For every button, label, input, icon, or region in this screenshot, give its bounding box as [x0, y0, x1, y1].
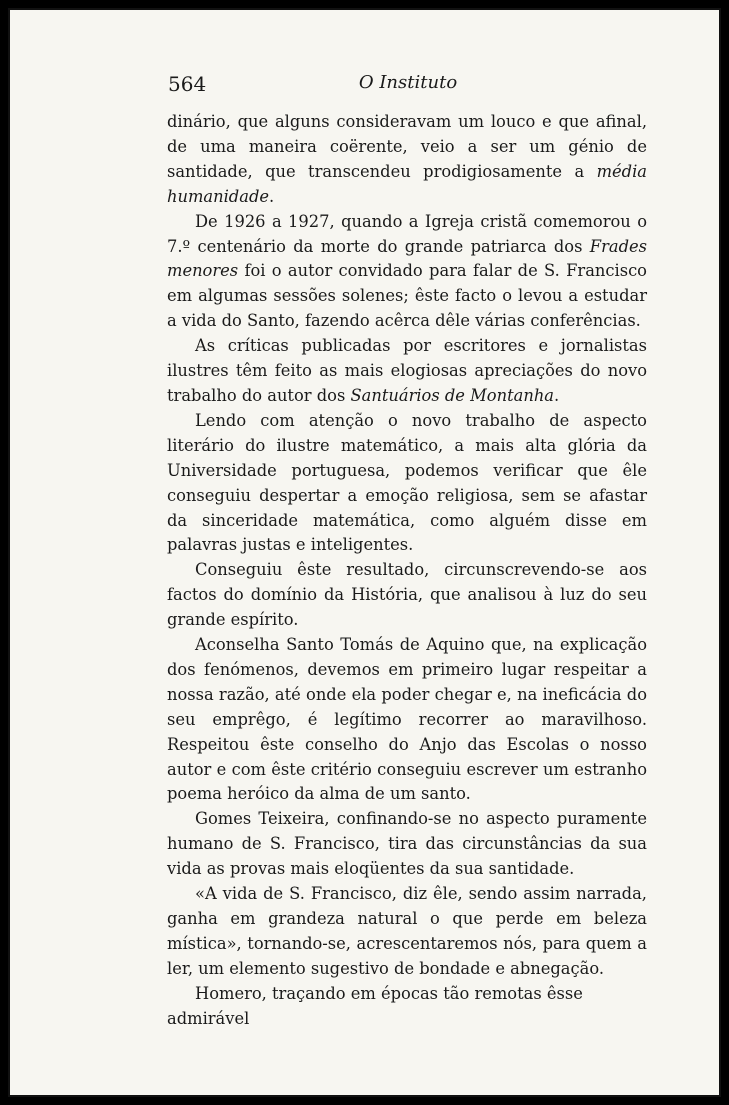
paragraph-text: De 1926 a 1927, quando a Igreja cristã comemorou o 7.º centenário da morte do grande patriarca dos — [167, 211, 647, 256]
book-page — [8, 8, 721, 1097]
paragraph-text: Lendo com atenção o novo trabalho de aspecto literário do ilustre matemático, a mais alta glória da Universidade portuguesa, podemos verificar que êle conseguiu despertar a emoção religiosa, sem se afastar da sinceridade matemática, como alguém disse em palavras justas e inteligentes. — [167, 410, 647, 555]
paragraph-text: «A vida de S. Francisco, diz êle, sendo assim narrada, ganha em grandeza natural o que perde em beleza mística», tornando-se, acrescentaremos nós, para quem a ler, um elemento sugestivo de bondade e abnegação. — [167, 884, 647, 978]
italic-title-text: Santuários de Montanha — [350, 385, 555, 405]
paragraph — [167, 110, 647, 210]
paragraph — [167, 409, 647, 558]
body-text — [167, 110, 647, 1032]
paragraph-text: . — [554, 385, 560, 405]
paragraph — [167, 633, 647, 807]
paragraph-text: Conseguiu êste resultado, circunscrevendo-se aos factos do domínio da História, que analisou à luz do seu grande espírito. — [167, 560, 647, 630]
paragraph-text: Gomes Teixeira, confinando-se no aspecto puramente humano de S. Francisco, tira das circunstâncias da sua vida as provas mais eloqüentes da sua santidade. — [167, 809, 647, 879]
paragraph-text: dinário, que alguns consideravam um louco e que afinal, de uma maneira coërente, veio a ser um génio de santidade, que transcendeu prodigiosamente a — [167, 112, 647, 181]
paragraph — [167, 882, 647, 982]
paragraph-text: Aconselha Santo Tomás de Aquino que, na explicação dos fenómenos, devemos em primeiro lugar respeitar a nossa razão, até onde ela poder chegar e, na ineficácia do seu emprêgo, é legítimo recorrer ao maravilhoso. Respeitou êste conselho do Anjo das Escolas o nosso autor e com êste critério conseguiu escrever um estranho poema heróico da alma de um santo. — [167, 635, 647, 804]
paragraph-text: foi o autor convidado para falar de S. Francisco em algumas sessões solenes; êste facto o levou a estudar a vida do Santo, fazendo acêrca dêle várias conferências. — [167, 261, 647, 331]
page-number: 564 — [168, 72, 207, 96]
paragraph-text: Homero, traçando em épocas tão remotas êsse admirável — [167, 983, 583, 1028]
running-title: O Instituto — [358, 72, 458, 93]
italic-title-text: Frades menores — [167, 236, 647, 281]
paragraph — [167, 558, 647, 633]
paragraph — [167, 982, 647, 1032]
paragraph-text: . — [269, 186, 275, 206]
paragraph — [167, 807, 647, 882]
paragraph — [167, 210, 647, 335]
paragraph — [167, 334, 647, 409]
paragraph-text: As críticas publicadas por escritores e jornalistas ilustres têm feito as mais elogiosas apreciações do novo trabalho do autor dos — [167, 336, 647, 405]
italic-title-text: média humanidade — [167, 161, 647, 206]
